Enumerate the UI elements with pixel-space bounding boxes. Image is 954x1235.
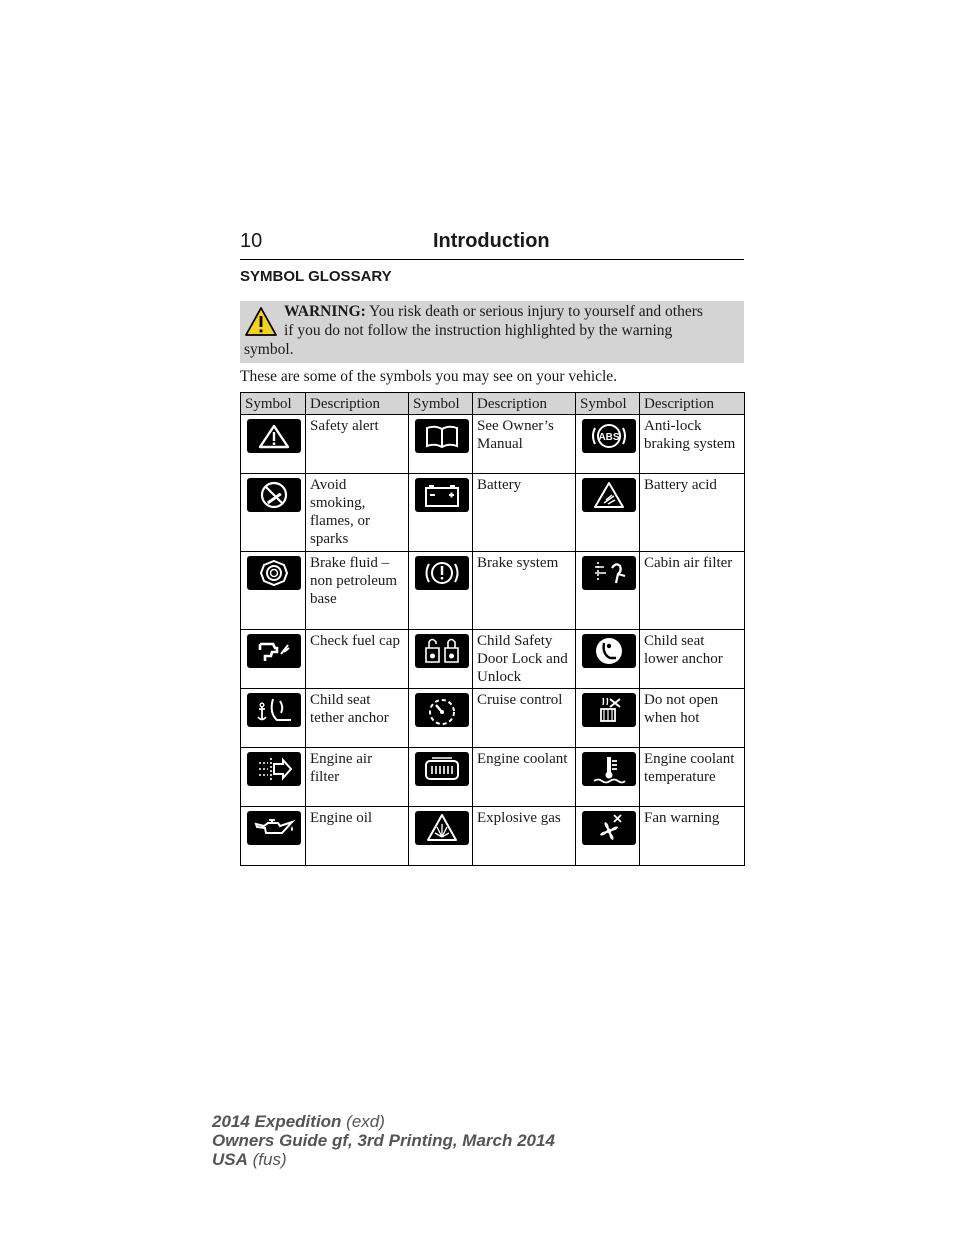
symbol-description: Engine coolant temperature <box>640 748 745 807</box>
symbol-glossary-table <box>240 392 745 866</box>
intro-text: These are some of the symbols you may see on your vehicle. <box>240 368 618 385</box>
explosive-gas-icon <box>415 811 469 845</box>
symbol-description: Fan warning <box>640 807 745 866</box>
symbol-description: Cruise control <box>473 689 576 748</box>
symbol-description: Engine oil <box>306 807 409 866</box>
no-smoking-icon <box>247 478 301 512</box>
symbol-description: Battery acid <box>640 474 745 552</box>
table-row <box>241 748 745 807</box>
fan-warning-icon <box>582 811 636 845</box>
symbol-description: Child seat tether anchor <box>306 689 409 748</box>
coolant-temperature-icon <box>582 752 636 786</box>
brake-fluid-icon <box>247 556 301 590</box>
engine-oil-icon <box>247 811 301 845</box>
symbol-description: Explosive gas <box>473 807 576 866</box>
symbol-description: See Owner’s Manual <box>473 415 576 474</box>
footer-line-3: USA (fus) <box>212 1150 287 1169</box>
warning-box <box>240 301 744 363</box>
symbol-description: Cabin air filter <box>640 552 745 630</box>
symbol-description: Safety alert <box>306 415 409 474</box>
cabin-air-filter-icon <box>582 556 636 590</box>
table-header-row <box>241 393 745 415</box>
warning-label: WARNING: <box>284 303 366 320</box>
column-header: Symbol <box>409 393 473 415</box>
battery-acid-icon <box>582 478 636 512</box>
do-not-open-hot-icon <box>582 693 636 727</box>
page-header <box>240 228 744 260</box>
symbol-description: Avoid smoking, flames, or sparks <box>306 474 409 552</box>
safety-alert-icon <box>247 419 301 453</box>
table-row <box>241 415 745 474</box>
symbol-description: Battery <box>473 474 576 552</box>
cruise-control-icon <box>415 693 469 727</box>
column-header: Description <box>473 393 576 415</box>
symbol-description: Anti-lock braking system <box>640 415 745 474</box>
child-lock-icon <box>415 634 469 668</box>
column-header: Symbol <box>576 393 640 415</box>
child-seat-tether-icon <box>247 693 301 727</box>
table-row <box>241 552 745 630</box>
fuel-cap-icon <box>247 634 301 668</box>
battery-icon <box>415 478 469 512</box>
warning-triangle-icon <box>244 306 278 340</box>
brake-system-icon <box>415 556 469 590</box>
table-row <box>241 689 745 748</box>
symbol-description: Child seat lower anchor <box>640 630 745 689</box>
footer-line-1: 2014 Expedition (exd) <box>212 1112 385 1131</box>
symbol-description: Child Safety Door Lock and Unlock <box>473 630 576 689</box>
column-header: Description <box>640 393 745 415</box>
abs-icon <box>582 419 636 453</box>
footer-line-2: Owners Guide gf, 3rd Printing, March 2014 <box>212 1131 555 1150</box>
section-title: SYMBOL GLOSSARY <box>240 268 392 285</box>
engine-air-filter-icon <box>247 752 301 786</box>
table-row <box>241 474 745 552</box>
engine-coolant-icon <box>415 752 469 786</box>
table-row <box>241 630 745 689</box>
table-row <box>241 807 745 866</box>
svg-text:ABS: ABS <box>598 432 620 443</box>
symbol-description: Brake system <box>473 552 576 630</box>
column-header: Description <box>306 393 409 415</box>
symbol-description: Check fuel cap <box>306 630 409 689</box>
column-header: Symbol <box>241 393 306 415</box>
symbol-description: Brake fluid – non petroleum base <box>306 552 409 630</box>
page-number: 10 <box>240 230 263 252</box>
symbol-description: Do not open when hot <box>640 689 745 748</box>
owners-manual-icon <box>415 419 469 453</box>
page-footer <box>212 1112 555 1169</box>
symbol-description: Engine air filter <box>306 748 409 807</box>
symbol-description: Engine coolant <box>473 748 576 807</box>
child-seat-lower-anchor-icon <box>582 634 636 668</box>
chapter-title: Introduction <box>433 230 550 252</box>
warning-text: You risk death or serious injury to yourself and others if you do not follow the instruction highlighted by the warning symbol. <box>244 303 703 358</box>
